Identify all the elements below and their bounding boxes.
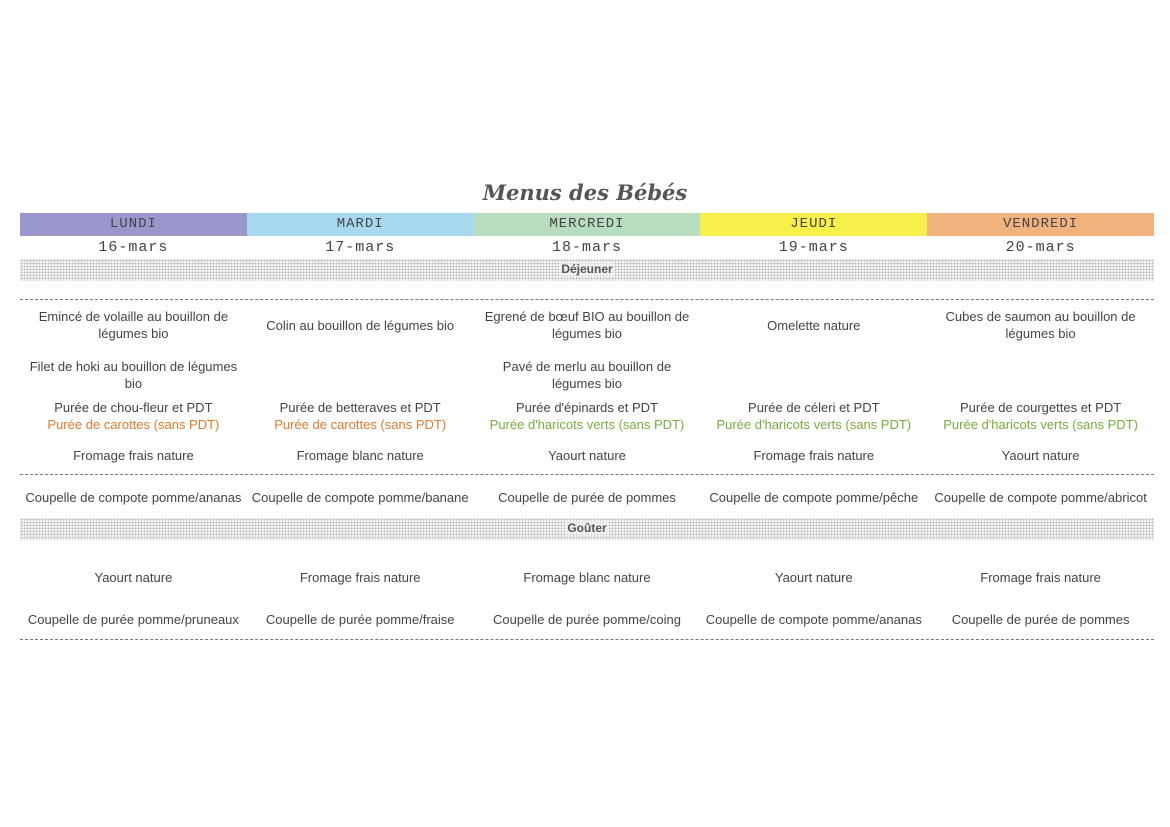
menu-cell (20, 397, 247, 435)
menu-cell: Coupelle de compote pomme/abricot (934, 489, 1147, 505)
day-header-lundi: LUNDI (20, 213, 247, 236)
menu-cell: Coupelle de compote pomme/ananas (705, 611, 922, 627)
divider (20, 639, 1154, 640)
menu-cell: Fromage frais nature (980, 569, 1101, 585)
puree-item: Purée de courgettes et PDT (960, 400, 1122, 415)
page-title: Menus des Bébés (482, 180, 688, 205)
menu-cell: Yaourt nature (1001, 447, 1080, 463)
puree-alt-item: Purée d'haricots verts (sans PDT) (489, 417, 685, 432)
date-row (20, 238, 1154, 258)
date-mercredi: 18-mars (551, 239, 622, 256)
menu-cell: Fromage frais nature (299, 569, 421, 585)
menu-cell: Colin au bouillon de légumes bio (266, 317, 455, 333)
gouter-dairy-row (20, 567, 1154, 587)
divider (20, 299, 1154, 300)
day-header-vendredi: VENDREDI (927, 213, 1154, 236)
menu-cell (474, 397, 701, 435)
dejeuner-dairy-row (20, 445, 1154, 465)
menu-cell: Fromage blanc nature (296, 447, 424, 463)
menu-cell (927, 397, 1154, 435)
puree-alt-item: Purée de carottes (sans PDT) (274, 417, 447, 432)
day-header-mercredi: MERCREDI (474, 213, 701, 236)
menu-cell: Coupelle de purée pomme/coing (493, 611, 681, 627)
menu-cell (247, 397, 474, 435)
menu-cell: Yaourt nature (774, 569, 853, 585)
puree-alt-item: Purée de carottes (sans PDT) (47, 417, 220, 432)
menu-cell: Emincé de volaille au bouillon de légumes bio (38, 309, 229, 341)
day-header-mardi: MARDI (247, 213, 474, 236)
menu-cell (247, 356, 474, 394)
puree-item: Purée d'épinards et PDT (516, 400, 658, 415)
section-label-gouter: Goûter (567, 521, 607, 535)
menu-cell: Coupelle de purée de pommes (951, 611, 1130, 627)
menu-cell: Fromage frais nature (753, 447, 875, 463)
menu-cell: Coupelle de compote pomme/pêche (709, 489, 919, 505)
date-jeudi: 19-mars (778, 239, 849, 256)
menu-cell: Coupelle de compote pomme/banane (251, 489, 469, 505)
menu-cell: Coupelle de compote pomme/ananas (25, 489, 242, 505)
menu-cell: Coupelle de purée de pommes (498, 489, 676, 505)
dejeuner-protein-alt-row (20, 356, 1154, 394)
dejeuner-puree-row (20, 397, 1154, 435)
dejeuner-dessert-row (20, 479, 1154, 515)
menu-cell: Coupelle de purée pomme/pruneaux (27, 611, 239, 627)
gouter-fruit-row (20, 601, 1154, 637)
day-header-jeudi: JEUDI (700, 213, 927, 236)
date-vendredi: 20-mars (1005, 239, 1076, 256)
dejeuner-protein-row (20, 306, 1154, 344)
menu-cell: Egrené de bœuf BIO au bouillon de légumes bio (484, 309, 690, 341)
section-band-dejeuner (20, 259, 1154, 281)
puree-item: Purée de chou-fleur et PDT (54, 400, 213, 415)
section-label-dejeuner: Déjeuner (561, 262, 613, 276)
menu-cell: Yaourt nature (548, 447, 626, 463)
date-lundi: 16-mars (98, 239, 169, 256)
divider (20, 474, 1154, 475)
menu-cell (700, 356, 927, 394)
menu-cell: Yaourt nature (94, 569, 173, 585)
menu-cell: Fromage frais nature (73, 447, 194, 463)
section-band-gouter (20, 518, 1154, 540)
menu-cell: Filet de hoki au bouillon de légumes bio (29, 359, 238, 391)
menu-cell: Fromage blanc nature (523, 569, 651, 585)
menu-cell: Pavé de merlu au bouillon de légumes bio (502, 359, 672, 391)
puree-item: Purée de céleri et PDT (748, 400, 880, 415)
menu-cell: Coupelle de purée pomme/fraise (265, 611, 455, 627)
menu-cell: Omelette nature (767, 317, 861, 333)
day-header-row (20, 213, 1154, 236)
menu-cell: Cubes de saumon au bouillon de légumes bio (945, 309, 1136, 341)
puree-item: Purée de betteraves et PDT (279, 400, 441, 415)
puree-alt-item: Purée d'haricots verts (sans PDT) (716, 417, 912, 432)
menu-cell (927, 356, 1154, 394)
date-mardi: 17-mars (325, 239, 396, 256)
menu-cell (700, 397, 927, 435)
puree-alt-item: Purée d'haricots verts (sans PDT) (943, 417, 1138, 432)
